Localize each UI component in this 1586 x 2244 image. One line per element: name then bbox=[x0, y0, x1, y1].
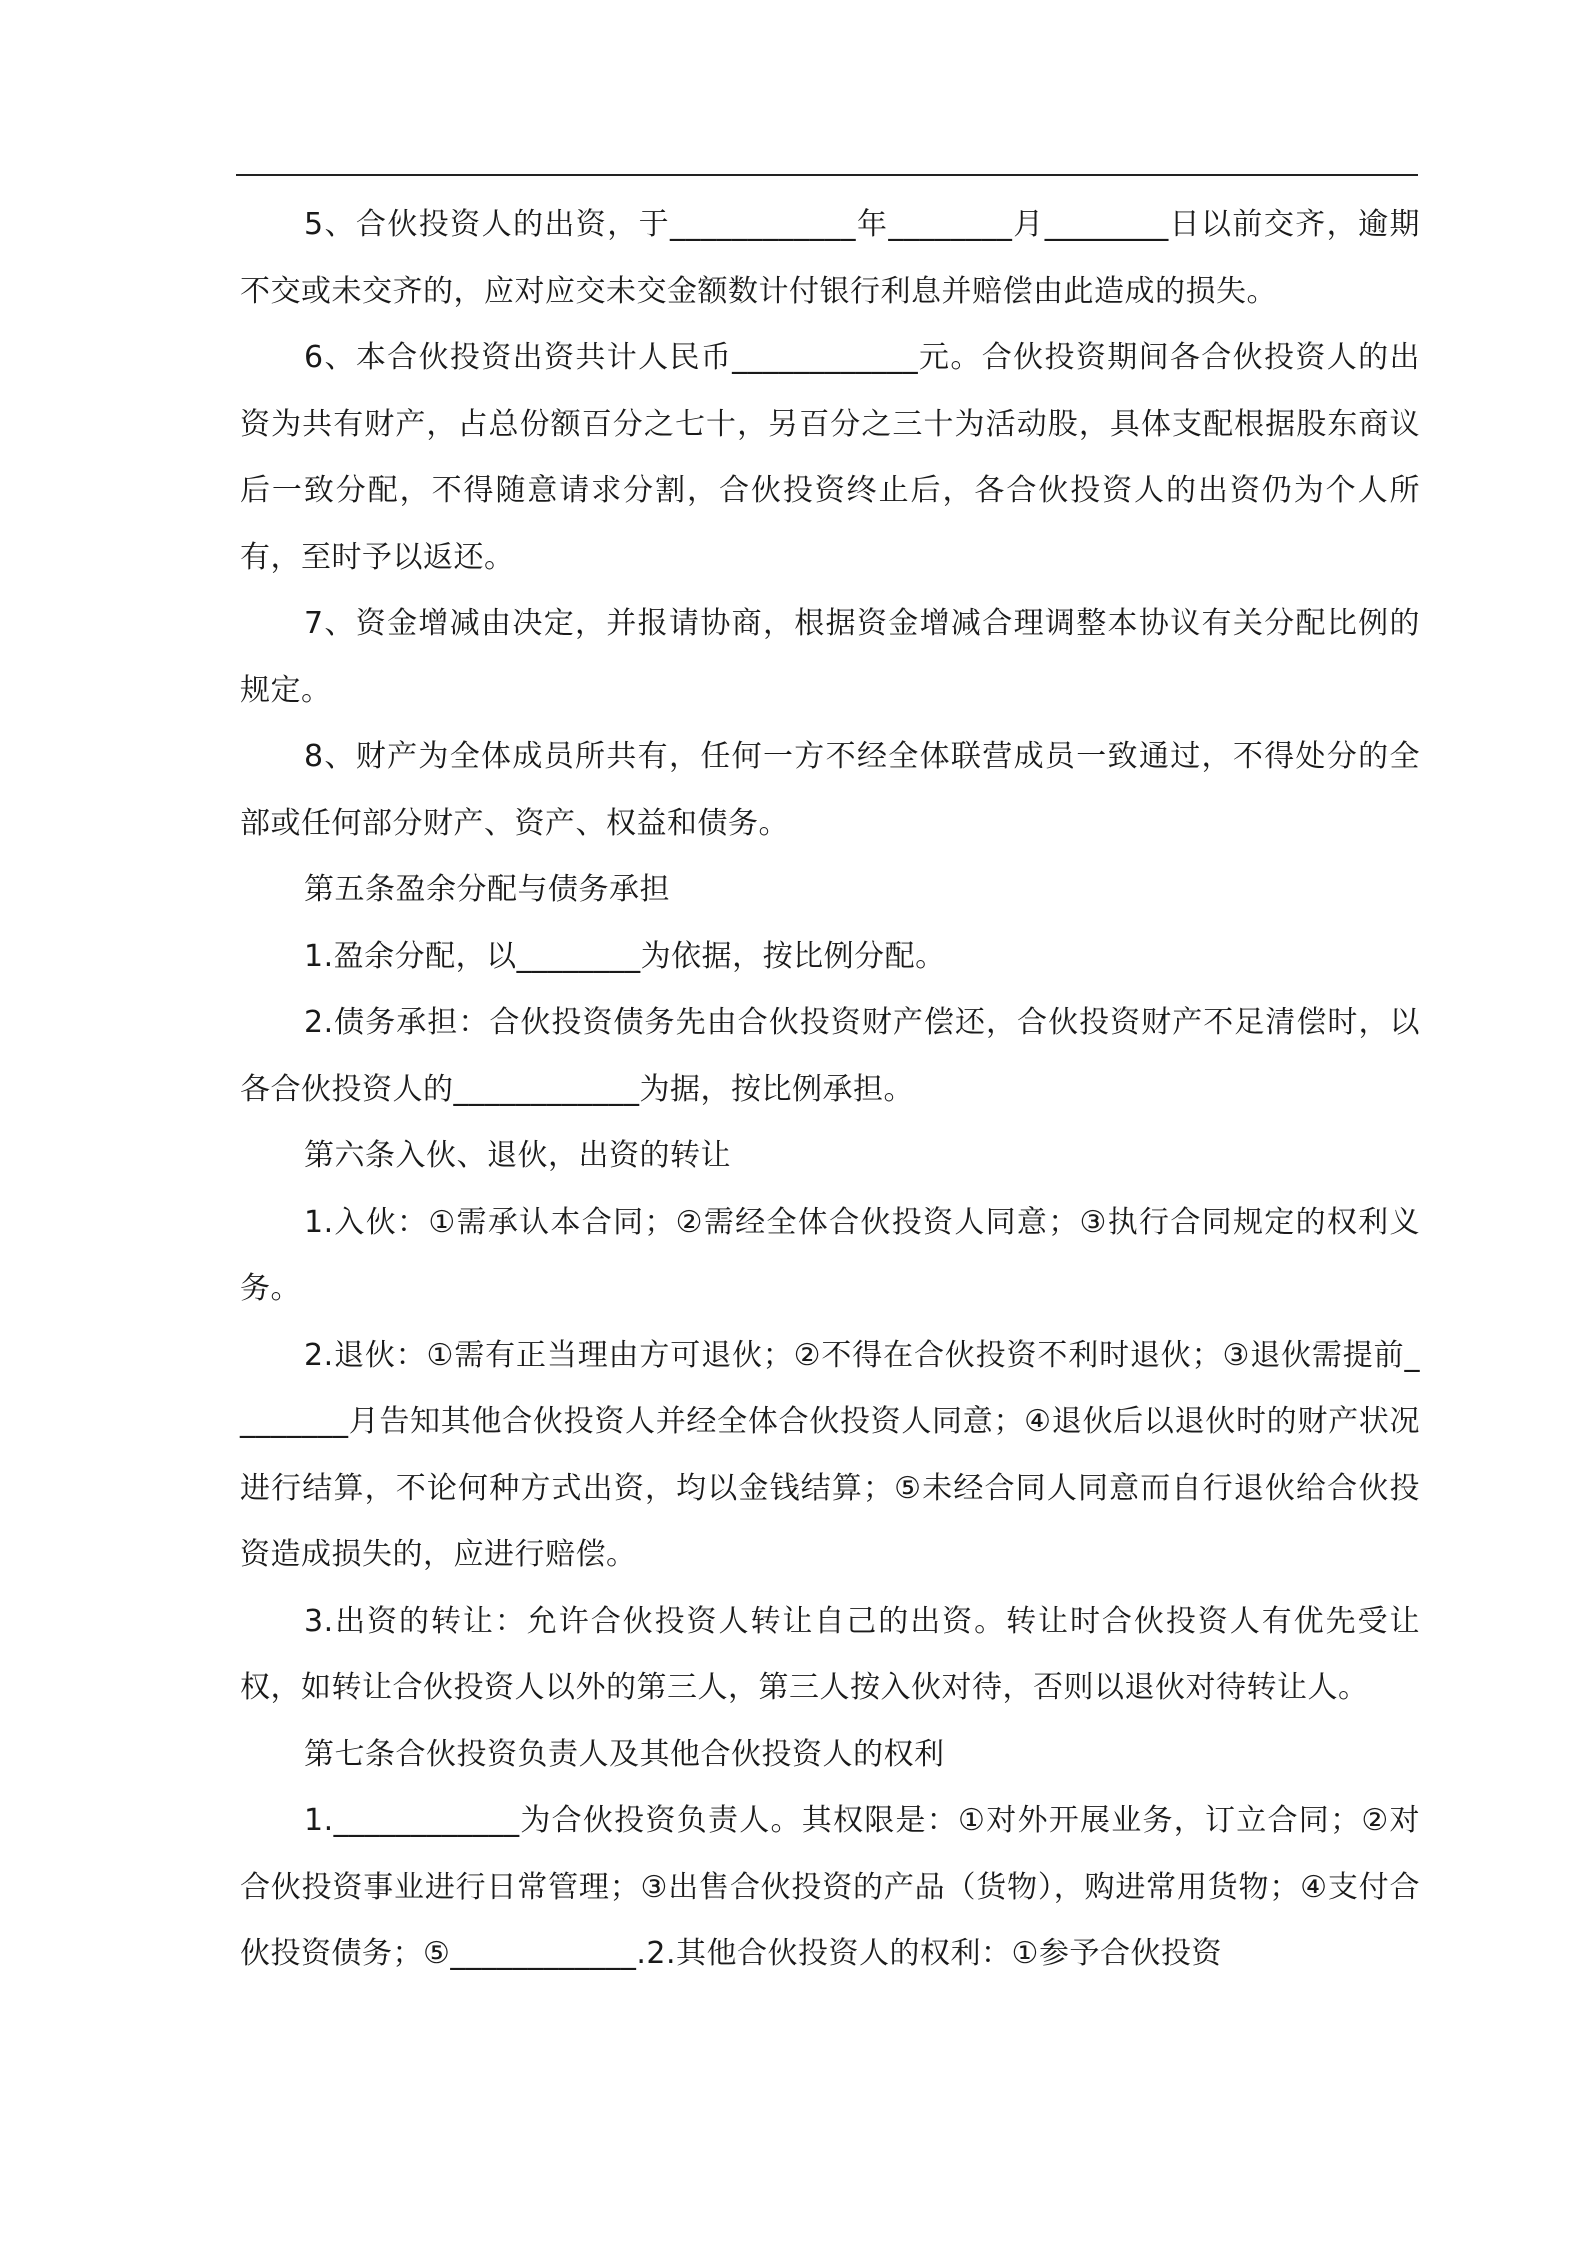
paragraph-capital-transfer: 3.出资的转让：允许合伙投资人转让自己的出资。转让时合伙投资人有优先受让权，如转让合伙投资人以外的第三人，第三人按入伙对待，否则以退伙对待转让人。 bbox=[240, 1603, 1420, 1705]
paragraph-profit-distribution: 1.盈余分配，以________为依据，按比例分配。 bbox=[304, 938, 946, 974]
section-heading-article-7: 第七条合伙投资负责人及其他合伙投资人的权利 bbox=[304, 1736, 945, 1772]
paragraph-debt-bearing: 2.债务承担：合伙投资债务先由合伙投资财产偿还，合伙投资财产不足清偿时，以各合伙投资人的____________为据，按比例承担。 bbox=[240, 1005, 1420, 1107]
paragraph-joining: 1.入伙：①需承认本合同；②需经全体合伙投资人同意；③执行合同规定的权利义务。 bbox=[240, 1204, 1420, 1306]
header-rule bbox=[236, 174, 1418, 176]
section-heading-article-6: 第六条入伙、退伙，出资的转让 bbox=[304, 1138, 731, 1173]
paragraph-clause-6: 6、本合伙投资出资共计人民币____________元。合伙投资期间各合伙投资人的出资为共有财产，占总份额百分之七十，另百分之三十为活动股，具体支配根据股东商议后一致分配，不得随意请求分割，合伙投资终止后，各合伙投资人的出资仍为个人所有，至时予以返还。 bbox=[240, 340, 1420, 575]
paragraph-responsible-person: 1.____________为合伙投资负责人。其权限是：①对外开展业务，订立合同；②对合伙投资事业进行日常管理；③出售合伙投资的产品（货物），购进常用货物；④支付合伙投资债务；⑤____________.2.其他合伙投资人的权利：①参予合伙投资 bbox=[240, 1803, 1420, 1971]
paragraph-clause-8: 8、财产为全体成员所共有，任何一方不经全体联营成员一致通过，不得处分的全部或任何部分财产、资产、权益和债务。 bbox=[240, 739, 1420, 841]
paragraph-clause-5: 5、合伙投资人的出资，于____________年________月________日以前交齐，逾期不交或未交齐的，应对应交未交金额数计付银行利息并赔偿由此造成的损失。 bbox=[240, 207, 1420, 309]
document-body bbox=[240, 192, 1420, 1988]
paragraph-withdrawal: 2.退伙：①需有正当理由方可退伙；②不得在合伙投资不利时退伙；③退伙需提前________月告知其他合伙投资人并经全体合伙投资人同意；④退伙后以退伙时的财产状况进行结算，不论何种方式出资，均以金钱结算；⑤未经合同人同意而自行退伙给合伙投资造成损失的，应进行赔偿。 bbox=[240, 1337, 1420, 1572]
paragraph-clause-7: 7、资金增减由决定，并报请协商，根据资金增减合理调整本协议有关分配比例的规定。 bbox=[240, 606, 1420, 708]
section-heading-article-5: 第五条盈余分配与债务承担 bbox=[304, 872, 670, 907]
